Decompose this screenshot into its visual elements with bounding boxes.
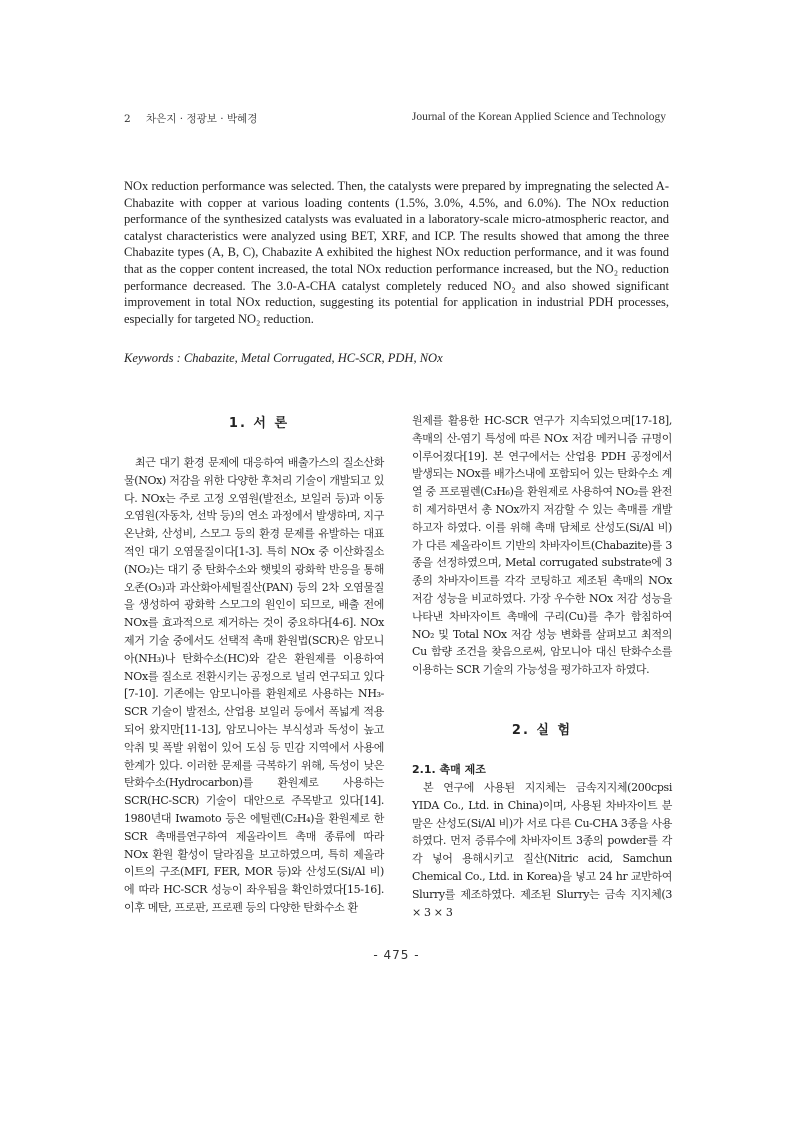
header-page-number: 2 [124,113,131,125]
right-column [412,412,672,921]
intro-paragraph-2: 원제를 활용한 HC-SCR 연구가 지속되었으며[17-18], 촉매의 산-염기 특성에 따른 NOx 저감 메커니즘 규명이 이루어졌다[19]. 본 연구에서는 산업용 PDH 공정에서 발생되는 NOx를 배가스내에 포함되어 있는 탄화수소 계열 중 프로필렌(C₃H₆)을 환원제로 사용하여 NO₂를 완전히 제거하면서 총 NOx까지 저감할 수 있는 촉매를 개발하고자 하였다. 이를 위해 촉매 담체로 산성도(Si/Al 비)가 다른 제올라이트 기반의 차바자이트(Chabazite)를 3종을 선정하였으며, Metal corrugated substrate에 3종의 차바자이트를 각각 코팅하고 제조된 촉매의 NOx 저감 성능을 비교하였다. 가장 우수한 NOx 저감 성능을 나타낸 차바자이트 촉매에 구리(Cu)를 추가 함침하여 NO₂ 및 Total NOx 저감 성능 변화를 살펴보고 최적의 Cu 함량 조건을 찾음으로써, 암모니아 대신 탄화수소를 이용하는 SCR 기술의 가능성을 평가하고자 하였다. [412,414,672,677]
subsection-title-catalyst-preparation: 2.1. 촉매 제조 [412,762,486,776]
intro-paragraph-1: 최근 대기 환경 문제에 대응하여 배출가스의 질소산화물(NOx) 저감을 위한 다양한 후처리 기술이 개발되고 있다. NOx는 주로 고정 오염원(발전소, 보일러 등)과 이동 오염원(자동차, 선박 등)의 연소 과정에서 발생하며, 지구온난화, 산성비, 스모그 등의 환경 문제를 유발하는 대표적인 대기 오염물질이다[1-3]. 특히 NOx 중 이산화질소(NO₂)는 대기 중 탄화수소와 햇빛의 광화학 반응을 통해 오존(O₃)과 과산화아세틸질산(PAN) 등의 2차 오염물질을 생성하여 광화학 스모그의 원인이 되므로, 배출 전에 NOx를 효과적으로 제거하는 것이 중요하다[4-6]. NOx 제거 기술 중에서도 선택적 촉매 환원법(SCR)은 암모니아(NH₃)나 탄화수소(HC)와 같은 환원제를 이용하여 NOx를 질소로 전환시키는 공정으로 널리 연구되고 있다[7-10]. 기존에는 암모니아를 환원제로 사용하는 NH₃-SCR 기술이 발전소, 산업용 보일러 등에서 폭넓게 적용되어 왔지만[11-13], 암모니아는 부식성과 독성이 높고 악취 및 폭발 위험이 있어 도심 등 민감 지역에서 사용에 한계가 있다. 이러한 문제를 극복하기 위해, 독성이 낮은 탄화수소(Hydrocarbon)를 환원제로 사용하는 SCR(HC-SCR) 기술이 대안으로 주목받고 있다[14]. 1980년대 Iwamoto 등은 에틸렌(C₂H₄)을 환원제로 한 SCR 촉매를연구하여 제올라이트 촉매 종류에 따라 NOx 환원 활성이 달라짐을 보고하였으며, 특히 제올라이트의 구조(MFI, FER, MOR 등)와 산성도(Si/Al 비)에 따라 HC-SCR 성능이 좌우됨을 확인하였다[15-16]. 이후 메탄, 프로판, 프로펜 등의 다양한 탄화수소 환 [124,456,384,914]
section-title-introduction: 1. 서 론 [228,416,290,431]
keywords: Keywords : Chabazite, Metal Corrugated, HC-SCR, PDH, NOx [124,351,443,365]
abstract-text: NOx reduction performance was selected. Then, the catalysts were prepared by impregnating the selected A-Chabazite with copper at various loading contents (1.5%, 3.0%, 4.5%, and 6.0%). The NOx reduction performance of the synthesized catalysts was evaluated in a laboratory-scale micro-atmospheric reactor, and catalyst characteristics were analyzed using BET, XRF, and ICP. The results showed that among the three Chabazite types (A, B, C), Chabazite A exhibited the highest NOx reduction performance, and it was found that as the copper content increased, the total NOx reduction performance increased, but the NO₂ reduction performance decreased. The 3.0-A-CHA catalyst completely reduced NO₂ and also showed significant improvement in total NOx reduction, suggesting its potential for application in industrial PDH processes, especially for targeted NO₂ reduction. [124,179,669,326]
header-authors: 차은지 · 정광보 · 박혜경 [146,113,258,125]
header-journal: Journal of the Korean Applied Science and Technology [411,111,666,123]
page-footer-number: - 475 - [373,948,420,962]
experiment-paragraph-1: 본 연구에 사용된 지지체는 금속지지체(200cpsi YIDA Co., Ltd. in China)이며, 사용된 차바자이트 분말은 산성도(Si/Al 비)가 서로 다른 Cu-CHA 3종을 사용하였다. 먼저 증류수에 차바자이트 3종의 powder를 각각 넣어 용해시키고 질산(Nitric acid, Samchun Chemical Co., Ltd. in Korea)을 넣고 24 hr 교반하여 Slurry를 제조하였다. 제조된 Slurry는 금속 지지체(3 × 3 × 3 [412,780,672,919]
running-header-left [124,111,257,126]
section-title-experiment: 2. 실 험 [511,722,573,738]
left-column [124,412,384,917]
